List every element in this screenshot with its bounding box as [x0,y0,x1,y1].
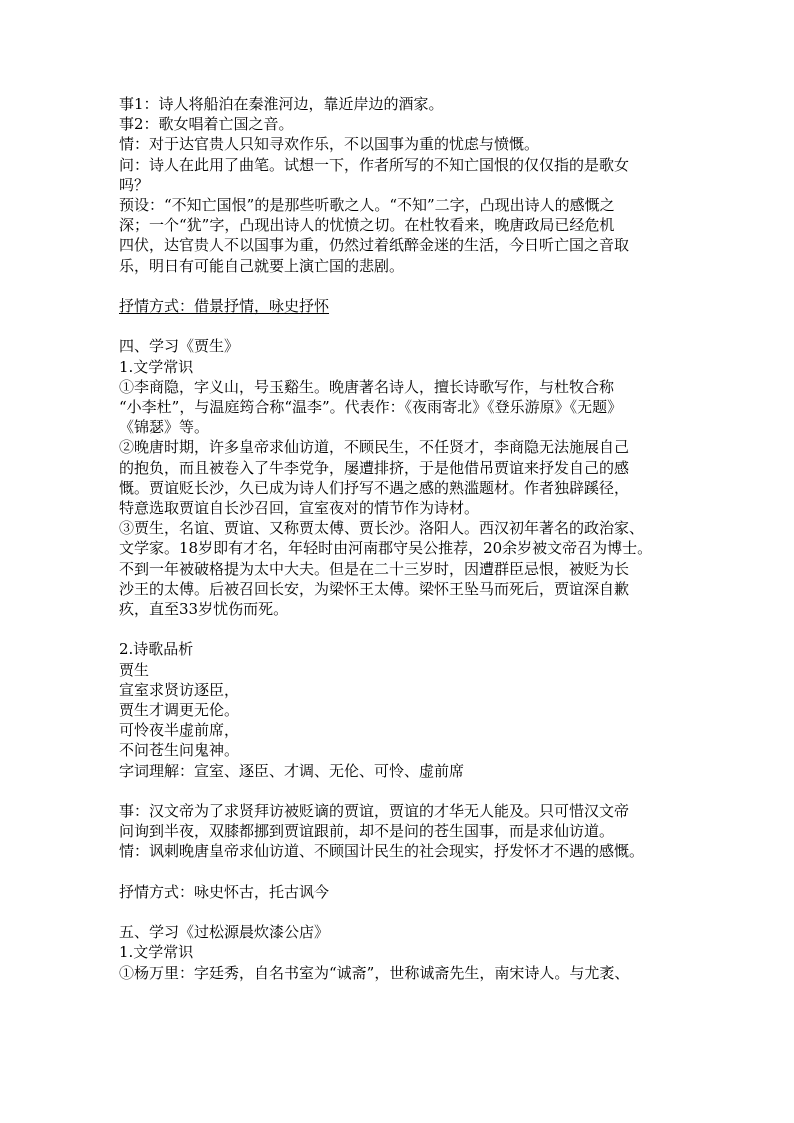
document-body [119,94,685,983]
text-line: 问：诗人在此用了曲笔。试想一下，作者所写的不知亡国恨的仅仅指的是歌女 [119,155,630,174]
text-line: 情：讽刺晚唐皇帝求仙访道、不顾国计民生的社会现实，抒发怀才不遇的感慨。 [119,842,645,861]
section-heading: 五、学习《过松源晨炊漆公店》 [119,923,330,942]
text-line: 不到一年被破格提为太中大夫。但是在二十三岁时，因遭群臣忌恨，被贬为长 [119,559,630,578]
text-line: 深；一个“犹”字，凸现出诗人的忧愤之切。在杜牧看来，晚唐政局已经危机 [119,216,615,235]
text-line: 字词理解：宣室、逐臣、才调、无伦、可怜、虚前席 [119,761,465,780]
text-line: 吗？ [119,175,150,194]
text-line: 慨。贾谊贬长沙，久已成为诗人们抒写不遇之感的熟滥题材。作者独辟蹊径， [119,478,630,497]
blank-line [119,619,685,639]
section-summary-underlined: 抒情方式：借景抒情，咏史抒怀 [119,297,330,316]
text-line: 的抱负，而且被卷入了牛李党争，屡遭排挤，于是他借吊贾谊来抒发自己的感 [119,458,630,477]
text-line: ①杨万里：字廷秀，自名书室为“诚斋”，世称诚斋先生，南宋诗人。与尤袤、 [119,963,630,982]
poem-line: 不问苍生问鬼神。 [119,741,240,760]
text-line: 事1：诗人将船泊在秦淮河边，靠近岸边的酒家。 [119,95,444,113]
text-line: 疚，直至33岁忧伤而死。 [119,600,289,619]
text-line: 预设：“不知亡国恨”的是那些听歌之人。“不知”二字，凸现出诗人的感慨之 [119,196,615,215]
text-line: ①李商隐，字义山，号玉谿生。晚唐著名诗人，擅长诗歌写作，与杜牧合称 [119,377,615,396]
blank-line [119,316,685,336]
poem-line: 可怜夜半虚前席， [119,721,240,740]
text-line: 事2：歌女唱着亡国之音。 [119,115,294,134]
text-line: ③贾生，名谊、贾谊、又称贾太傅、贾长沙。洛阳人。西汉初年著名的政治家、 [119,519,645,538]
section-summary: 抒情方式：咏史怀古，托古讽今 [119,882,330,901]
text-line: “小李杜”，与温庭筠合称“温李”。代表作：《夜雨寄北》《登乐游原》《无题》 [119,398,623,417]
text-line: 特意选取贾谊自长沙召回，宣室夜对的情节作为诗材。 [119,499,480,518]
subsection-heading: 1.文学常识 [119,943,194,962]
text-line: 《锦瑟》等。 [119,418,210,437]
blank-line [119,276,685,296]
poem-line: 贾生才调更无伦。 [119,701,240,720]
subsection-heading: 2.诗歌品析 [119,640,194,659]
blank-line [119,902,685,922]
text-line: 文学家。18岁即有才名，年轻时由河南郡守吴公推荐，20余岁被文帝召为博士。 [119,539,653,558]
poem-line: 宣室求贤访逐臣， [119,680,240,699]
poem-title: 贾生 [119,660,150,679]
text-line: 事：汉文帝为了求贤拜访被贬谪的贾谊，贾谊的才华无人能及。只可惜汉文帝 [119,802,630,821]
blank-line [119,862,685,882]
subsection-heading: 1.文学常识 [119,357,194,376]
text-line: 乐，明日有可能自己就要上演亡国的悲剧。 [119,256,405,275]
blank-line [119,781,685,801]
text-line: 四伏，达官贵人不以国事为重，仍然过着纸醉金迷的生活，今日听亡国之音取 [119,236,630,255]
text-line: 问询到半夜，双膝都挪到贾谊跟前，却不是问的苍生国事，而是求仙访道。 [119,822,615,841]
text-line: 沙王的太傅。后被召回长安，为梁怀王太傅。梁怀王坠马而死后，贾谊深自歉 [119,579,630,598]
section-heading: 四、学习《贾生》 [119,337,240,356]
text-line: ②晚唐时期，许多皇帝求仙访道，不顾民生，不任贤才，李商隐无法施展自己 [119,438,630,457]
text-line: 情：对于达官贵人只知寻欢作乐，不以国事为重的忧虑与愤慨。 [119,135,540,154]
